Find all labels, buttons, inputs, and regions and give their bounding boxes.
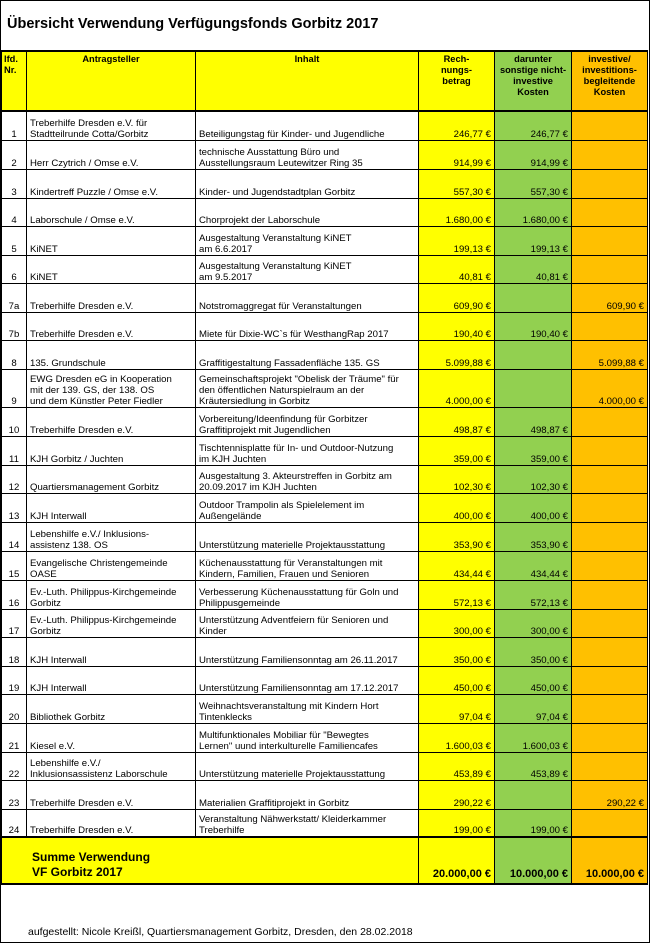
table-body — [2, 111, 648, 837]
cell-antragsteller: Ev.-Luth. Philippus-Kirchgemeinde Gorbitz — [27, 609, 196, 637]
cell-antragsteller: Evangelische Christengemeinde OASE — [27, 551, 196, 580]
cell-nr: 23 — [2, 780, 27, 809]
cell-inhalt: Multifunktionales Mobiliar für "Bewegtes Lernen" uund interkulturelle Familiencafes — [196, 723, 419, 752]
cell-betrag: 5.099,88 € — [419, 340, 495, 369]
cell-investiv — [572, 436, 648, 465]
cell-antragsteller: KJH Interwall — [27, 637, 196, 666]
cell-nichtinvestiv: 246,77 € — [495, 111, 572, 140]
cell-inhalt: Verbesserung Küchenausstattung für Goln und Philippusgemeinde — [196, 580, 419, 609]
cell-nichtinvestiv — [495, 283, 572, 312]
table-row — [2, 140, 648, 169]
cell-inhalt: Tischtennisplatte für In- und Outdoor-Nutzung im KJH Juchten — [196, 436, 419, 465]
cell-nichtinvestiv: 498,87 € — [495, 407, 572, 436]
cell-nr: 19 — [2, 666, 27, 694]
table-row — [2, 752, 648, 780]
cell-inhalt: Materialien Graffitiprojekt in Gorbitz — [196, 780, 419, 809]
table-row — [2, 551, 648, 580]
cell-inhalt: Unterstützung Adventfeiern für Senioren und Kinder — [196, 609, 419, 637]
cell-nichtinvestiv — [495, 369, 572, 407]
cell-inhalt: Gemeinschaftsprojekt "Obelisk der Träume" für den öffentlichen Naturspielraum an der Kräutersiedlung in Gorbitz — [196, 369, 419, 407]
header-inhalt: Inhalt — [196, 51, 419, 111]
cell-betrag: 1.600,03 € — [419, 723, 495, 752]
cell-nr: 14 — [2, 522, 27, 551]
cell-antragsteller: Quartiersmanagement Gorbitz — [27, 465, 196, 493]
cell-antragsteller: Bibliothek Gorbitz — [27, 694, 196, 723]
cell-investiv — [572, 226, 648, 255]
cell-investiv — [572, 493, 648, 522]
cell-inhalt: Ausgestaltung Veranstaltung KiNET am 6.6.2017 — [196, 226, 419, 255]
table-row — [2, 780, 648, 809]
cell-nichtinvestiv: 400,00 € — [495, 493, 572, 522]
cell-inhalt: Graffitigestaltung Fassadenfläche 135. GS — [196, 340, 419, 369]
header-nr: lfd. Nr. — [2, 51, 27, 111]
page-title: Übersicht Verwendung Verfügungsfonds Gorbitz 2017 — [7, 16, 379, 32]
cell-inhalt: Unterstützung materielle Projektausstattung — [196, 752, 419, 780]
cell-nr: 22 — [2, 752, 27, 780]
cell-inhalt: technische Ausstattung Büro und Ausstellungsraum Leutewitzer Ring 35 — [196, 140, 419, 169]
cell-betrag: 609,90 € — [419, 283, 495, 312]
cell-inhalt: Unterstützung Familiensonntag am 17.12.2017 — [196, 666, 419, 694]
cell-antragsteller: Treberhilfe Dresden e.V. — [27, 809, 196, 837]
table-row — [2, 723, 648, 752]
cell-betrag: 40,81 € — [419, 255, 495, 283]
cell-nr: 18 — [2, 637, 27, 666]
table-row — [2, 493, 648, 522]
cell-betrag: 557,30 € — [419, 169, 495, 198]
cell-betrag: 1.680,00 € — [419, 198, 495, 226]
cell-betrag: 434,44 € — [419, 551, 495, 580]
cell-nichtinvestiv: 350,00 € — [495, 637, 572, 666]
cell-antragsteller: Treberhilfe Dresden e.V. — [27, 312, 196, 340]
table-row — [2, 694, 648, 723]
table-row — [2, 169, 648, 198]
cell-nichtinvestiv: 97,04 € — [495, 694, 572, 723]
cell-inhalt: Chorprojekt der Laborschule — [196, 198, 419, 226]
cell-inhalt: Weihnachtsveranstaltung mit Kindern Hort Tintenklecks — [196, 694, 419, 723]
table-row — [2, 340, 648, 369]
table-row — [2, 637, 648, 666]
cell-nichtinvestiv: 450,00 € — [495, 666, 572, 694]
cell-nichtinvestiv: 453,89 € — [495, 752, 572, 780]
cell-betrag: 400,00 € — [419, 493, 495, 522]
table-row — [2, 369, 648, 407]
cell-nr: 7b — [2, 312, 27, 340]
cell-nr: 5 — [2, 226, 27, 255]
table-row — [2, 809, 648, 837]
cell-nichtinvestiv: 572,13 € — [495, 580, 572, 609]
summary-investiv: 10.000,00 € — [572, 837, 648, 884]
cell-antragsteller: Kindertreff Puzzle / Omse e.V. — [27, 169, 196, 198]
cell-antragsteller: EWG Dresden eG in Kooperation mit der 139. GS, der 138. OS und dem Künstler Peter Fiedler — [27, 369, 196, 407]
cell-investiv — [572, 140, 648, 169]
cell-nr: 7a — [2, 283, 27, 312]
header-betrag: Rech- nungs- betrag — [419, 51, 495, 111]
cell-investiv — [572, 522, 648, 551]
cell-antragsteller: Treberhilfe Dresden e.V. für Stadtteilrunde Cotta/Gorbitz — [27, 111, 196, 140]
header-nichtinvestiv: darunter sonstige nicht- investive Kosten — [495, 51, 572, 111]
cell-investiv — [572, 752, 648, 780]
footer-note: aufgestellt: Nicole Kreißl, Quartiersmanagement Gorbitz, Dresden, den 28.02.2018 — [28, 926, 413, 938]
cell-inhalt: Vorbereitung/Ideenfindung für Gorbitzer Graffitiprojekt mit Jugendlichen — [196, 407, 419, 436]
cell-nichtinvestiv: 353,90 € — [495, 522, 572, 551]
cell-nichtinvestiv: 300,00 € — [495, 609, 572, 637]
summary-nichtinvestiv: 10.000,00 € — [495, 837, 572, 884]
summary-row — [2, 837, 648, 884]
cell-nr: 6 — [2, 255, 27, 283]
cell-betrag: 572,13 € — [419, 580, 495, 609]
table-row — [2, 226, 648, 255]
table-row — [2, 609, 648, 637]
cell-inhalt: Küchenausstattung für Veranstaltungen mit Kindern, Familien, Frauen und Senioren — [196, 551, 419, 580]
cell-nichtinvestiv: 914,99 € — [495, 140, 572, 169]
cell-nichtinvestiv: 102,30 € — [495, 465, 572, 493]
cell-betrag: 914,99 € — [419, 140, 495, 169]
summary-label: Summe Verwendung VF Gorbitz 2017 — [2, 837, 419, 884]
table-row — [2, 283, 648, 312]
cell-antragsteller: 135. Grundschule — [27, 340, 196, 369]
cell-inhalt: Miete für Dixie-WC`s für WesthangRap 2017 — [196, 312, 419, 340]
cell-nichtinvestiv: 557,30 € — [495, 169, 572, 198]
cell-inhalt: Beteiligungstag für Kinder- und Jugendliche — [196, 111, 419, 140]
cell-nichtinvestiv: 190,40 € — [495, 312, 572, 340]
cell-nichtinvestiv: 434,44 € — [495, 551, 572, 580]
cell-inhalt: Unterstützung materielle Projektausstattung — [196, 522, 419, 551]
table-row — [2, 312, 648, 340]
cell-nr: 20 — [2, 694, 27, 723]
cell-antragsteller: Treberhilfe Dresden e.V. — [27, 780, 196, 809]
cell-inhalt: Unterstützung Familiensonntag am 26.11.2017 — [196, 637, 419, 666]
cell-nr: 10 — [2, 407, 27, 436]
cell-investiv — [572, 694, 648, 723]
cell-investiv — [572, 111, 648, 140]
cell-nichtinvestiv — [495, 780, 572, 809]
cell-betrag: 453,89 € — [419, 752, 495, 780]
cell-nr: 1 — [2, 111, 27, 140]
cell-antragsteller: Lebenshilfe e.V./ Inklusions- assistenz 138. OS — [27, 522, 196, 551]
cell-antragsteller: Ev.-Luth. Philippus-Kirchgemeinde Gorbitz — [27, 580, 196, 609]
table-row — [2, 465, 648, 493]
cell-investiv — [572, 609, 648, 637]
table-row — [2, 666, 648, 694]
cell-nr: 12 — [2, 465, 27, 493]
cell-investiv — [572, 580, 648, 609]
cell-investiv — [572, 198, 648, 226]
cell-investiv — [572, 407, 648, 436]
cell-antragsteller: KiNET — [27, 226, 196, 255]
cell-inhalt: Veranstaltung Nähwerkstatt/ Kleiderkammer Treberhilfe — [196, 809, 419, 837]
cell-investiv — [572, 666, 648, 694]
cell-nr: 4 — [2, 198, 27, 226]
cell-investiv: 609,90 € — [572, 283, 648, 312]
cell-betrag: 4.000,00 € — [419, 369, 495, 407]
header-antragsteller: Antragsteller — [27, 51, 196, 111]
cell-investiv — [572, 312, 648, 340]
cell-antragsteller: Laborschule / Omse e.V. — [27, 198, 196, 226]
cell-investiv — [572, 637, 648, 666]
cell-betrag: 199,13 € — [419, 226, 495, 255]
cell-betrag: 359,00 € — [419, 436, 495, 465]
header-investiv: investive/ investitions- begleitende Kosten — [572, 51, 648, 111]
cell-antragsteller: Treberhilfe Dresden e.V. — [27, 407, 196, 436]
cell-nichtinvestiv: 40,81 € — [495, 255, 572, 283]
cell-antragsteller: KJH Interwall — [27, 666, 196, 694]
table-row — [2, 111, 648, 140]
cell-investiv — [572, 551, 648, 580]
cell-nr: 3 — [2, 169, 27, 198]
fund-usage-table — [1, 50, 648, 885]
cell-antragsteller: Treberhilfe Dresden e.V. — [27, 283, 196, 312]
table-row — [2, 198, 648, 226]
table-row — [2, 255, 648, 283]
table-row — [2, 436, 648, 465]
cell-betrag: 350,00 € — [419, 637, 495, 666]
cell-betrag: 97,04 € — [419, 694, 495, 723]
cell-investiv: 4.000,00 € — [572, 369, 648, 407]
summary-betrag: 20.000,00 € — [419, 837, 495, 884]
cell-betrag: 190,40 € — [419, 312, 495, 340]
table-row — [2, 407, 648, 436]
cell-betrag: 450,00 € — [419, 666, 495, 694]
cell-investiv — [572, 809, 648, 837]
cell-investiv — [572, 255, 648, 283]
cell-inhalt: Notstromaggregat für Veranstaltungen — [196, 283, 419, 312]
cell-antragsteller: KJH Interwall — [27, 493, 196, 522]
cell-betrag: 199,00 € — [419, 809, 495, 837]
cell-nr: 9 — [2, 369, 27, 407]
cell-nichtinvestiv — [495, 340, 572, 369]
cell-antragsteller: KiNET — [27, 255, 196, 283]
cell-betrag: 300,00 € — [419, 609, 495, 637]
cell-betrag: 290,22 € — [419, 780, 495, 809]
cell-inhalt: Ausgestaltung 3. Akteurstreffen in Gorbitz am 20.09.2017 im KJH Juchten — [196, 465, 419, 493]
cell-antragsteller: Kiesel e.V. — [27, 723, 196, 752]
cell-investiv — [572, 465, 648, 493]
cell-inhalt: Ausgestaltung Veranstaltung KiNET am 9.5.2017 — [196, 255, 419, 283]
cell-nichtinvestiv: 199,00 € — [495, 809, 572, 837]
cell-antragsteller: KJH Gorbitz / Juchten — [27, 436, 196, 465]
cell-nr: 21 — [2, 723, 27, 752]
cell-nr: 13 — [2, 493, 27, 522]
cell-investiv — [572, 723, 648, 752]
cell-betrag: 353,90 € — [419, 522, 495, 551]
cell-nichtinvestiv: 359,00 € — [495, 436, 572, 465]
table-row — [2, 522, 648, 551]
cell-betrag: 102,30 € — [419, 465, 495, 493]
cell-nichtinvestiv: 1.680,00 € — [495, 198, 572, 226]
cell-antragsteller: Herr Czytrich / Omse e.V. — [27, 140, 196, 169]
cell-nr: 11 — [2, 436, 27, 465]
cell-nichtinvestiv: 1.600,03 € — [495, 723, 572, 752]
cell-nr: 16 — [2, 580, 27, 609]
cell-nr: 2 — [2, 140, 27, 169]
cell-investiv: 290,22 € — [572, 780, 648, 809]
cell-investiv — [572, 169, 648, 198]
cell-inhalt: Kinder- und Jugendstadtplan Gorbitz — [196, 169, 419, 198]
cell-inhalt: Outdoor Trampolin als Spielelement im Außengelände — [196, 493, 419, 522]
cell-nichtinvestiv: 199,13 € — [495, 226, 572, 255]
cell-betrag: 246,77 € — [419, 111, 495, 140]
cell-nr: 24 — [2, 809, 27, 837]
cell-nr: 17 — [2, 609, 27, 637]
table-row — [2, 580, 648, 609]
cell-nr: 8 — [2, 340, 27, 369]
cell-betrag: 498,87 € — [419, 407, 495, 436]
cell-investiv: 5.099,88 € — [572, 340, 648, 369]
cell-antragsteller: Lebenshilfe e.V./ Inklusionsassistenz Laborschule — [27, 752, 196, 780]
cell-nr: 15 — [2, 551, 27, 580]
header-row — [2, 51, 648, 111]
